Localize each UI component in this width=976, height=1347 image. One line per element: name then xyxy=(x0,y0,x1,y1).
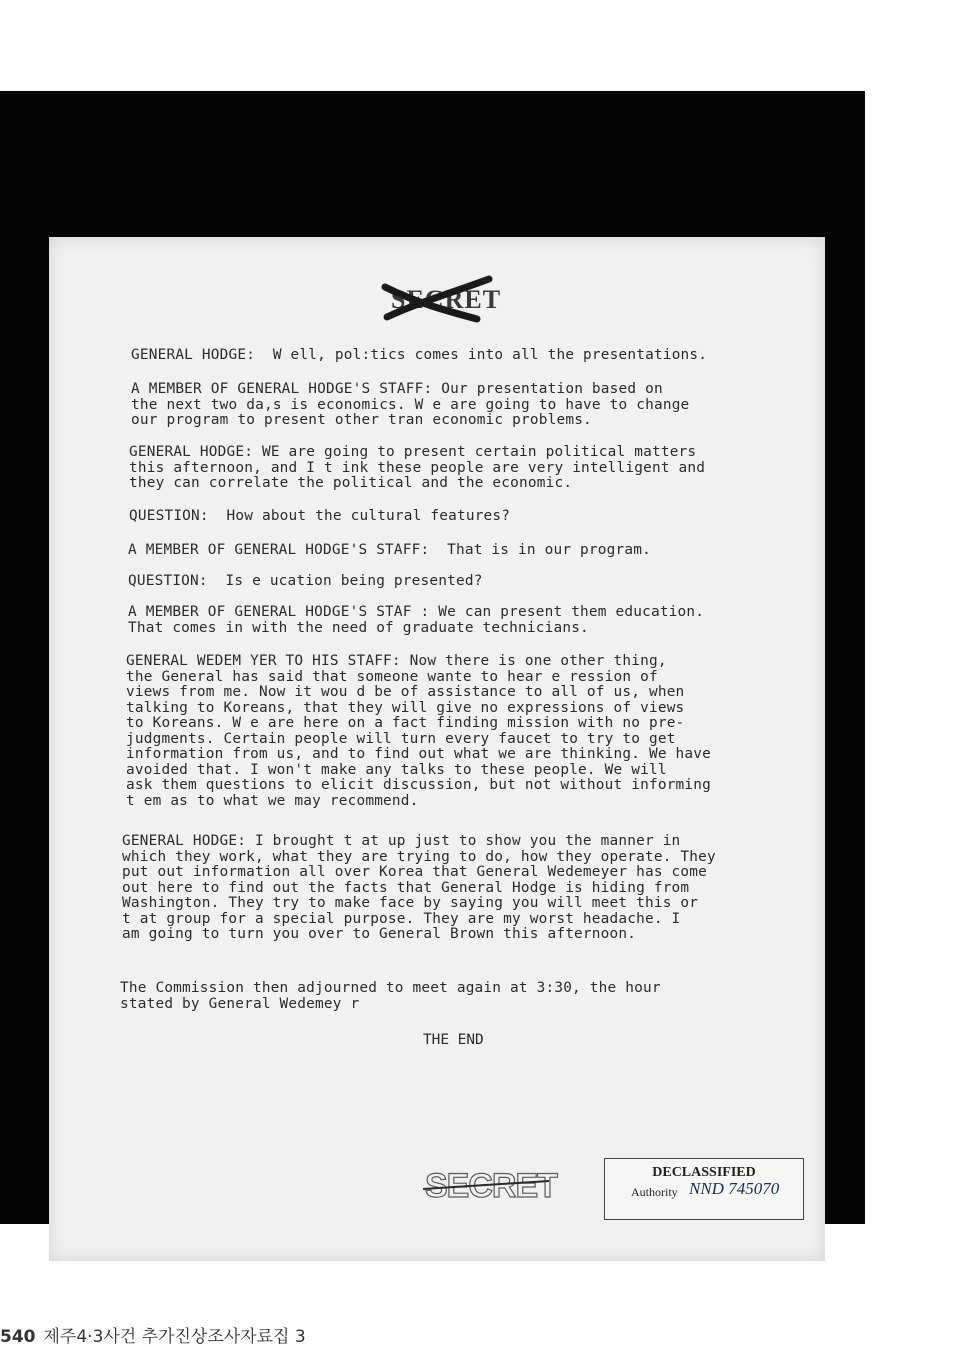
declassified-stamp xyxy=(604,1158,804,1220)
paragraph: QUESTION: Is e ucation being presented? xyxy=(128,573,483,589)
paragraph: A MEMBER OF GENERAL HODGE'S STAFF: Our presentation based on the next two da,s is economics. W e are going to have to change our program to present other tran economic problems. xyxy=(131,381,690,428)
secret-stamp-top-text: SECRET xyxy=(391,285,502,314)
the-end-label: THE END xyxy=(423,1032,484,1048)
authority-value: NND 745070 xyxy=(689,1179,780,1198)
declassified-title: DECLASSIFIED xyxy=(652,1165,756,1180)
secret-stamp-bottom xyxy=(421,1163,557,1211)
paragraph: GENERAL HODGE: I brought t at up just to show you the manner in which they work, what they are trying to do, how they operate. They put out information all over Korea that General Wedemeyer has come out here to find out the facts that General Hodge is hiding from Washington. They try to make face by saying you will meet this or t at group for a special purpose. They are my worst headache. I am going to turn you over to General Brown this afternoon. xyxy=(122,833,716,942)
secret-stamp-bottom-text: SECRET xyxy=(425,1167,557,1205)
document-page xyxy=(49,237,825,1261)
secret-stamp-top xyxy=(377,273,502,323)
paragraph: GENERAL HODGE: WE are going to present certain political matters this afternoon, and I t ink these people are very intelligent and they can correlate the political and the economic. xyxy=(129,444,706,491)
book-title: 제주4·3사건 추가진상조사자료집 3 xyxy=(43,1327,306,1347)
scan-frame xyxy=(0,91,865,1224)
paragraph: GENERAL WEDEM YER TO HIS STAFF: Now there is one other thing, the General has said that someone wante to hear e ression of views from me. Now it wou d be of assistance to all of us, when talking to Koreans, that they will give no expressions of views to Koreans. W e are here on a fact finding mission with no pre- judgments. Certain people will turn every faucet to try to get information from us, and to find out what we are thinking. We have avoided that. I won't make any talks to these people. We will ask them questions to elicit discussion, but not without informing t em as to what we may recommend. xyxy=(126,653,712,809)
paragraph: QUESTION: How about the cultural features? xyxy=(129,508,511,524)
paragraph: A MEMBER OF GENERAL HODGE'S STAF : We can present them education. That comes in with the need of graduate technicians. xyxy=(128,604,705,636)
paragraph: A MEMBER OF GENERAL HODGE'S STAFF: That is in our program. xyxy=(128,542,651,558)
authority-label: Authority xyxy=(631,1185,678,1199)
paragraph: The Commission then adjourned to meet again at 3:30, the hour stated by General Wedemey r xyxy=(120,980,661,1012)
strike-through-line xyxy=(421,1163,551,1211)
paragraph: GENERAL HODGE: W ell, pol:tics comes into all the presentations. xyxy=(131,347,708,363)
page-footer xyxy=(0,1322,306,1347)
page-number: 540 xyxy=(0,1327,36,1347)
strike-through-marks xyxy=(377,273,497,323)
